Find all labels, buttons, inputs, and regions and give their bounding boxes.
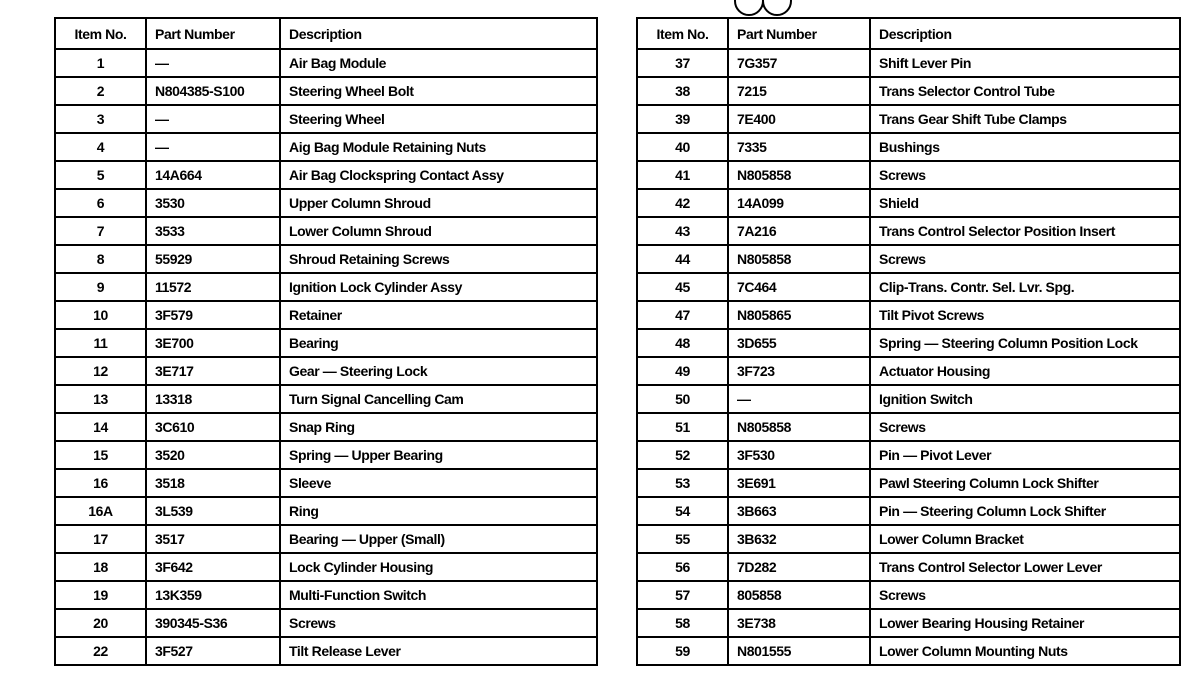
- description-cell: Aig Bag Module Retaining Nuts: [280, 133, 597, 161]
- item-no-header: Item No.: [637, 18, 728, 49]
- item-number-cell: 7: [55, 217, 146, 245]
- description-cell: Spring — Upper Bearing: [280, 441, 597, 469]
- part-number-cell: 13K359: [146, 581, 280, 609]
- table-row: [637, 525, 1180, 553]
- item-number-cell: 10: [55, 301, 146, 329]
- table-row: [55, 441, 597, 469]
- table-row: [637, 133, 1180, 161]
- table-row: [637, 245, 1180, 273]
- left-table-body: [55, 49, 597, 665]
- table-row: [637, 581, 1180, 609]
- item-number-cell: 6: [55, 189, 146, 217]
- description-cell: Screws: [870, 245, 1180, 273]
- part-number-cell: 3533: [146, 217, 280, 245]
- item-number-cell: 42: [637, 189, 728, 217]
- item-number-cell: 2: [55, 77, 146, 105]
- table-row: [55, 609, 597, 637]
- description-cell: Shift Lever Pin: [870, 49, 1180, 77]
- item-number-cell: 15: [55, 441, 146, 469]
- description-cell: Steering Wheel: [280, 105, 597, 133]
- description-cell: Lower Column Shroud: [280, 217, 597, 245]
- table-row: [55, 413, 597, 441]
- part-number-cell: N801555: [728, 637, 870, 665]
- part-number-cell: 55929: [146, 245, 280, 273]
- item-no-header: Item No.: [55, 18, 146, 49]
- part-number-cell: 7D282: [728, 553, 870, 581]
- part-number-cell: 7G357: [728, 49, 870, 77]
- part-number-cell: 3E700: [146, 329, 280, 357]
- part-number-cell: N805858: [728, 245, 870, 273]
- table-row: [637, 217, 1180, 245]
- table-row: [55, 469, 597, 497]
- table-row: [637, 49, 1180, 77]
- description-cell: Lower Column Mounting Nuts: [870, 637, 1180, 665]
- table-row: [55, 49, 597, 77]
- description-cell: Gear — Steering Lock: [280, 357, 597, 385]
- table-row: [637, 385, 1180, 413]
- item-number-cell: 16A: [55, 497, 146, 525]
- table-row: [55, 217, 597, 245]
- item-number-cell: 12: [55, 357, 146, 385]
- part-number-cell: 7A216: [728, 217, 870, 245]
- table-row: [55, 273, 597, 301]
- item-number-cell: 49: [637, 357, 728, 385]
- table-row: [637, 105, 1180, 133]
- table-row: [55, 637, 597, 665]
- table-row: [637, 161, 1180, 189]
- table-row: [55, 133, 597, 161]
- table-row: [637, 609, 1180, 637]
- part-number-cell: 3E717: [146, 357, 280, 385]
- item-number-cell: 52: [637, 441, 728, 469]
- part-number-header: Part Number: [728, 18, 870, 49]
- table-row: [637, 469, 1180, 497]
- item-number-cell: 51: [637, 413, 728, 441]
- part-number-cell: —: [146, 49, 280, 77]
- item-number-cell: 41: [637, 161, 728, 189]
- description-cell: Lower Bearing Housing Retainer: [870, 609, 1180, 637]
- item-number-cell: 13: [55, 385, 146, 413]
- part-number-cell: 7E400: [728, 105, 870, 133]
- table-row: [55, 245, 597, 273]
- table-row: [55, 525, 597, 553]
- part-number-header: Part Number: [146, 18, 280, 49]
- parts-table-right: [636, 17, 1181, 666]
- table-row: [637, 637, 1180, 665]
- part-number-cell: 3518: [146, 469, 280, 497]
- description-header: Description: [280, 18, 597, 49]
- table-row: [55, 161, 597, 189]
- description-cell: Clip-Trans. Contr. Sel. Lvr. Spg.: [870, 273, 1180, 301]
- description-header: Description: [870, 18, 1180, 49]
- header-row: [55, 18, 597, 49]
- item-number-cell: 43: [637, 217, 728, 245]
- table-row: [55, 385, 597, 413]
- diagram-callout-circle: [762, 0, 792, 16]
- item-number-cell: 45: [637, 273, 728, 301]
- table-row: [637, 189, 1180, 217]
- description-cell: Actuator Housing: [870, 357, 1180, 385]
- description-cell: Lower Column Bracket: [870, 525, 1180, 553]
- description-cell: Bearing — Upper (Small): [280, 525, 597, 553]
- description-cell: Multi-Function Switch: [280, 581, 597, 609]
- item-number-cell: 55: [637, 525, 728, 553]
- item-number-cell: 50: [637, 385, 728, 413]
- item-number-cell: 57: [637, 581, 728, 609]
- table-row: [637, 329, 1180, 357]
- item-number-cell: 18: [55, 553, 146, 581]
- table-row: [55, 301, 597, 329]
- description-cell: Trans Gear Shift Tube Clamps: [870, 105, 1180, 133]
- item-number-cell: 11: [55, 329, 146, 357]
- part-number-cell: 14A664: [146, 161, 280, 189]
- description-cell: Ignition Lock Cylinder Assy: [280, 273, 597, 301]
- part-number-cell: 3E691: [728, 469, 870, 497]
- item-number-cell: 56: [637, 553, 728, 581]
- item-number-cell: 19: [55, 581, 146, 609]
- description-cell: Screws: [870, 413, 1180, 441]
- part-number-cell: 3F527: [146, 637, 280, 665]
- description-cell: Tilt Release Lever: [280, 637, 597, 665]
- table-row: [55, 497, 597, 525]
- item-number-cell: 47: [637, 301, 728, 329]
- description-cell: Retainer: [280, 301, 597, 329]
- table-row: [637, 441, 1180, 469]
- description-cell: Turn Signal Cancelling Cam: [280, 385, 597, 413]
- description-cell: Sleeve: [280, 469, 597, 497]
- description-cell: Trans Control Selector Lower Lever: [870, 553, 1180, 581]
- header-row: [637, 18, 1180, 49]
- part-number-cell: 3530: [146, 189, 280, 217]
- part-number-cell: 3B632: [728, 525, 870, 553]
- item-number-cell: 14: [55, 413, 146, 441]
- table-row: [55, 77, 597, 105]
- part-number-cell: 7215: [728, 77, 870, 105]
- item-number-cell: 8: [55, 245, 146, 273]
- part-number-cell: 7C464: [728, 273, 870, 301]
- table-row: [637, 301, 1180, 329]
- part-number-cell: 3L539: [146, 497, 280, 525]
- item-number-cell: 9: [55, 273, 146, 301]
- parts-table-left: [54, 17, 598, 666]
- item-number-cell: 17: [55, 525, 146, 553]
- part-number-cell: 3F530: [728, 441, 870, 469]
- part-number-cell: 11572: [146, 273, 280, 301]
- description-cell: Bushings: [870, 133, 1180, 161]
- table-row: [637, 553, 1180, 581]
- description-cell: Lock Cylinder Housing: [280, 553, 597, 581]
- item-number-cell: 53: [637, 469, 728, 497]
- item-number-cell: 3: [55, 105, 146, 133]
- part-number-cell: 390345-S36: [146, 609, 280, 637]
- description-cell: Tilt Pivot Screws: [870, 301, 1180, 329]
- description-cell: Pawl Steering Column Lock Shifter: [870, 469, 1180, 497]
- item-number-cell: 59: [637, 637, 728, 665]
- description-cell: Ring: [280, 497, 597, 525]
- table-row: [55, 357, 597, 385]
- description-cell: Upper Column Shroud: [280, 189, 597, 217]
- table-row: [637, 77, 1180, 105]
- description-cell: Trans Selector Control Tube: [870, 77, 1180, 105]
- part-number-cell: 14A099: [728, 189, 870, 217]
- item-number-cell: 38: [637, 77, 728, 105]
- description-cell: Screws: [870, 581, 1180, 609]
- description-cell: Screws: [870, 161, 1180, 189]
- table-row: [55, 105, 597, 133]
- description-cell: Bearing: [280, 329, 597, 357]
- table-row: [55, 581, 597, 609]
- item-number-cell: 1: [55, 49, 146, 77]
- part-number-cell: 3F579: [146, 301, 280, 329]
- part-number-cell: 3D655: [728, 329, 870, 357]
- part-number-cell: —: [146, 105, 280, 133]
- item-number-cell: 39: [637, 105, 728, 133]
- item-number-cell: 22: [55, 637, 146, 665]
- diagram-callout-circle: [734, 0, 764, 16]
- description-cell: Ignition Switch: [870, 385, 1180, 413]
- table-row: [55, 189, 597, 217]
- item-number-cell: 48: [637, 329, 728, 357]
- item-number-cell: 58: [637, 609, 728, 637]
- part-number-cell: 13318: [146, 385, 280, 413]
- description-cell: Screws: [280, 609, 597, 637]
- part-number-cell: 3520: [146, 441, 280, 469]
- part-number-cell: —: [728, 385, 870, 413]
- item-number-cell: 40: [637, 133, 728, 161]
- part-number-cell: 805858: [728, 581, 870, 609]
- table-row: [637, 357, 1180, 385]
- table-row: [55, 329, 597, 357]
- item-number-cell: 5: [55, 161, 146, 189]
- description-cell: Pin — Steering Column Lock Shifter: [870, 497, 1180, 525]
- part-number-cell: 3F723: [728, 357, 870, 385]
- part-number-cell: 3E738: [728, 609, 870, 637]
- part-number-cell: —: [146, 133, 280, 161]
- part-number-cell: 3F642: [146, 553, 280, 581]
- item-number-cell: 54: [637, 497, 728, 525]
- item-number-cell: 44: [637, 245, 728, 273]
- description-cell: Shield: [870, 189, 1180, 217]
- item-number-cell: 37: [637, 49, 728, 77]
- part-number-cell: 3517: [146, 525, 280, 553]
- part-number-cell: N804385-S100: [146, 77, 280, 105]
- part-number-cell: N805858: [728, 161, 870, 189]
- item-number-cell: 4: [55, 133, 146, 161]
- description-cell: Spring — Steering Column Position Lock: [870, 329, 1180, 357]
- description-cell: Pin — Pivot Lever: [870, 441, 1180, 469]
- table-row: [55, 553, 597, 581]
- part-number-cell: 3C610: [146, 413, 280, 441]
- description-cell: Air Bag Module: [280, 49, 597, 77]
- description-cell: Shroud Retaining Screws: [280, 245, 597, 273]
- description-cell: Snap Ring: [280, 413, 597, 441]
- part-number-cell: 7335: [728, 133, 870, 161]
- description-cell: Air Bag Clockspring Contact Assy: [280, 161, 597, 189]
- part-number-cell: 3B663: [728, 497, 870, 525]
- description-cell: Trans Control Selector Position Insert: [870, 217, 1180, 245]
- description-cell: Steering Wheel Bolt: [280, 77, 597, 105]
- part-number-cell: N805858: [728, 413, 870, 441]
- item-number-cell: 16: [55, 469, 146, 497]
- part-number-cell: N805865: [728, 301, 870, 329]
- table-row: [637, 273, 1180, 301]
- table-row: [637, 497, 1180, 525]
- table-row: [637, 413, 1180, 441]
- right-table-body: [637, 49, 1180, 665]
- item-number-cell: 20: [55, 609, 146, 637]
